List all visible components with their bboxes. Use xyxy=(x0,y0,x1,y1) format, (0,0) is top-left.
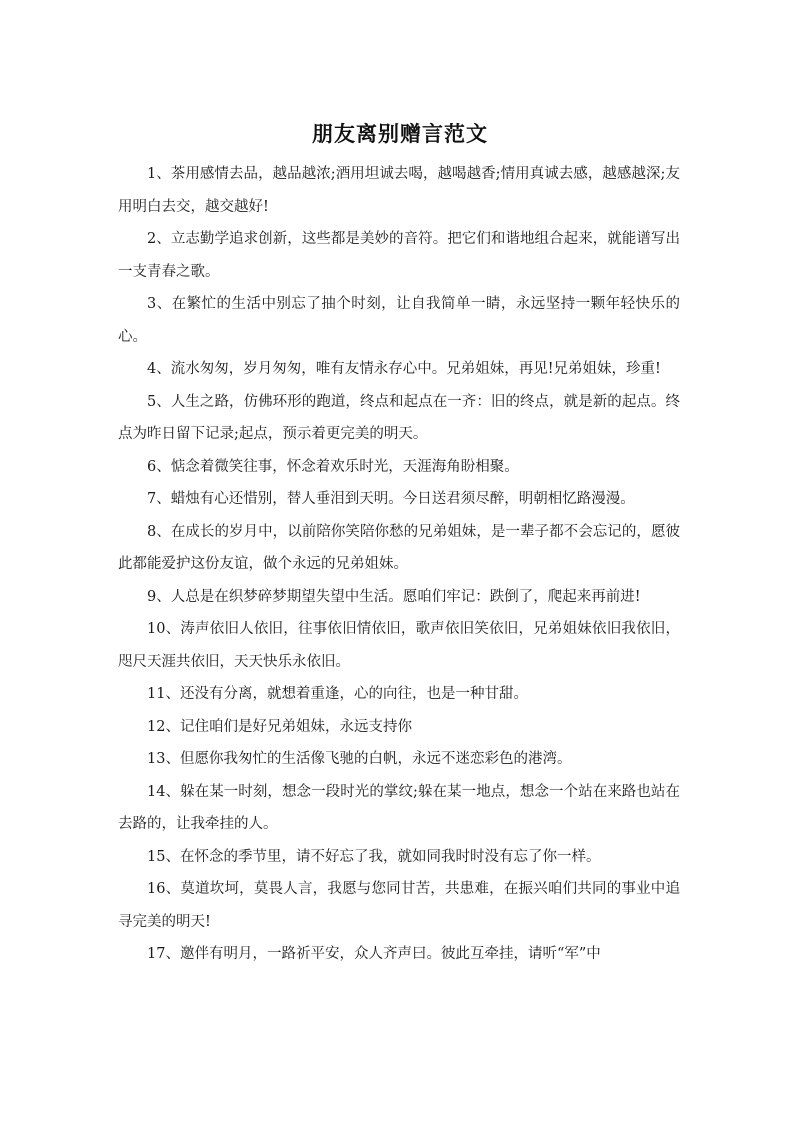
paragraph-7: 7、蜡烛有心还惜别，替人垂泪到天明。今日送君须尽醉，明朝相忆路漫漫。 xyxy=(147,491,635,507)
paragraph-8: 8、在成长的岁月中，以前陪你笑陪你愁的兄弟姐妹，是一辈子都不会忘记的，愿彼此都能爱护这份友谊，做个永远的兄弟姐妹。 xyxy=(118,523,680,572)
paragraph-5: 5、人生之路，仿佛环形的跑道，终点和起点在一齐：旧的终点，就是新的起点。终点为昨日留下记录;起点，预示着更完美的明天。 xyxy=(118,393,680,442)
paragraph-12: 12、记住咱们是好兄弟姐妹，永远支持你 xyxy=(147,718,412,735)
paragraph-3: 3、在繁忙的生活中别忘了抽个时刻，让自我简单一睛，永远坚持一颗年轻快乐的心。 xyxy=(118,296,680,345)
paragraph-16: 16、莫道坎坷，莫畏人言，我愿与您同甘苦，共患难，在振兴咱们共同的事业中追寻完美的明天! xyxy=(118,881,680,930)
paragraph-1: 1、茶用感情去品，越品越浓;酒用坦诚去喝，越喝越香;情用真诚去感，越感越深;友用明白去交，越交越好! xyxy=(118,166,680,215)
paragraph-11: 11、还没有分离，就想着重逢，心的向往，也是一种甘甜。 xyxy=(147,686,528,702)
paragraph-17: 17、邀伴有明月，一路祈平安，众人齐声曰。彼此互牵挂，请听“军”中 xyxy=(147,946,601,962)
paragraph-14: 14、躲在某一时刻，想念一段时光的掌纹;躲在某一地点，想念一个站在来路也站在去路的，让我牵挂的人。 xyxy=(118,783,680,832)
paragraph-13: 13、但愿你我匆忙的生活像飞驰的白帆，永远不迷恋彩色的港湾。 xyxy=(147,751,572,767)
paragraph-9: 9、人总是在织梦碎梦期望失望中生活。愿咱们牢记：跌倒了，爬起来再前进! xyxy=(147,588,641,605)
paragraph-6: 6、惦念着微笑往事，怀念着欢乐时光，天涯海角盼相聚。 xyxy=(147,458,519,475)
paragraph-4: 4、流水匆匆，岁月匆匆，唯有友情永存心中。兄弟姐妹，再见!兄弟姐妹，珍重! xyxy=(147,361,661,377)
document-body xyxy=(118,158,680,971)
paragraph-15: 15、在怀念的季节里，请不好忘了我，就如同我时时没有忘了你一样。 xyxy=(147,848,601,865)
page-title: 朋友离别赠言范文 xyxy=(312,122,488,146)
paragraph-10: 10、涛声依旧人依旧，往事依旧情依旧，歌声依旧笑依旧，兄弟姐妹依旧我依旧，咫尺天涯共依旧，天天快乐永依旧。 xyxy=(118,621,680,670)
paragraph-2: 2、立志勤学追求创新，这些都是美妙的音符。把它们和谐地组合起来，就能谱写出一支青春之歌。 xyxy=(118,231,680,280)
